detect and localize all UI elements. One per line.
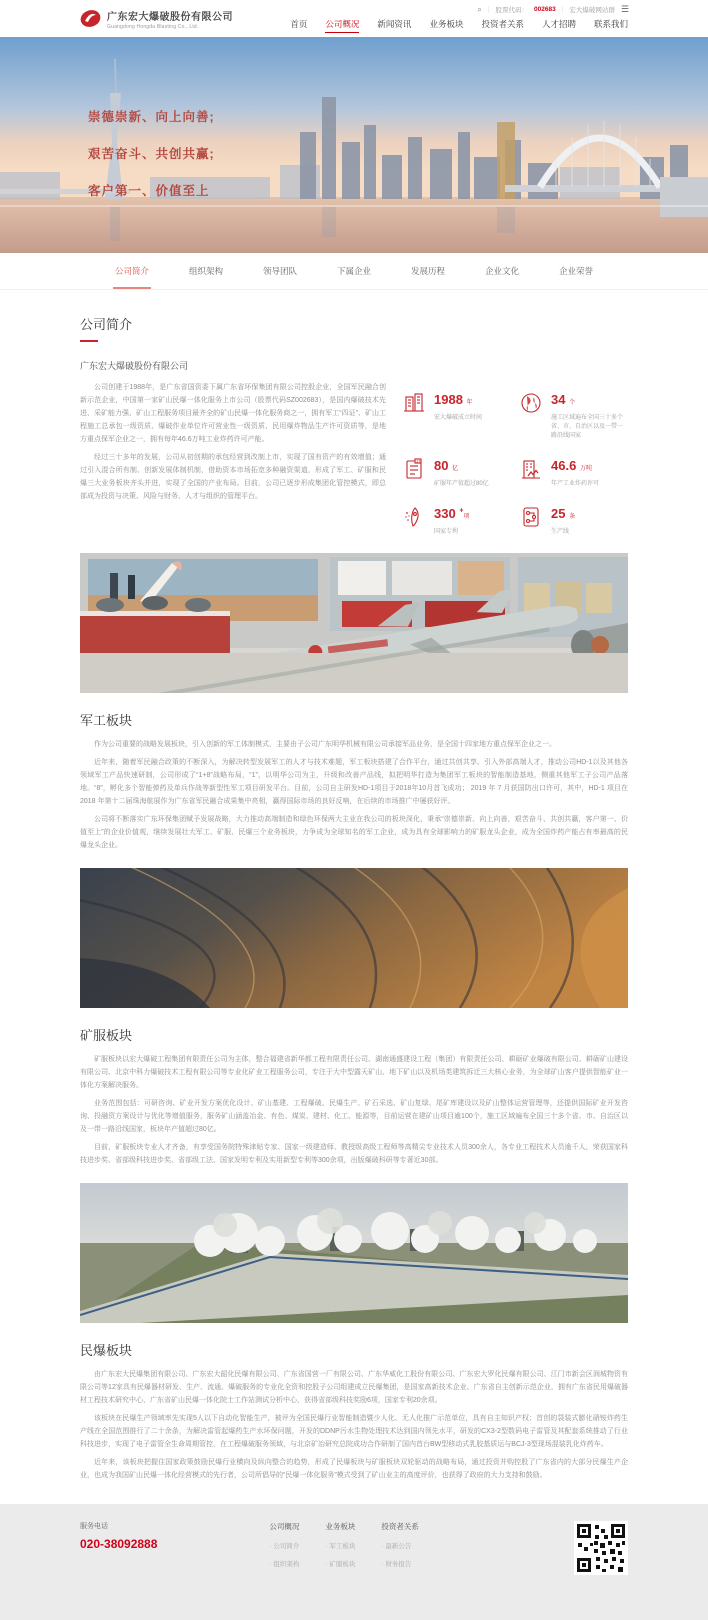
title-rule [80, 340, 98, 342]
section-paragraph: 目前，矿服板块专业人才齐备，有享受国务院特殊津贴专家、国家一级建造师、教授级高级工程师等高精尖专业技术人员300余人，各专业工程技术人员逾千人，荣获国家科技进步奖、省部级科技进步奖、省部级工法、国家发明专利及实用新型专利等300余项，出版爆破科研等专著近30部。 [80, 1144, 628, 1165]
hero-banner [0, 37, 708, 253]
company-name-cn: 广东宏大爆破股份有限公司 [107, 11, 233, 23]
nav-item-careers[interactable]: 人才招聘 [541, 19, 576, 29]
header-topbar [477, 4, 628, 15]
open-pit-mine-photo [80, 868, 628, 1008]
nav-item-contact[interactable]: 联系我们 [593, 19, 628, 29]
globe-icon [519, 391, 543, 441]
intro-paragraph: 经过三十多年的发展，公司从初创期的承包经营到改制上市，实现了国有资产的有效增值；通过引入混合所有制、创新发展体制机制，借助资本市场拓宽多种融资渠道，形成了军工、矿服和民爆三大业务板块齐头并进，实现了全国的产业布局。目前，公司已逐步形成集团化管控模式，即总部成为投资与决策、风险与财务、人才与组织的管理平台。 [80, 454, 386, 500]
footer-link[interactable]: · 矿服板块 [325, 1561, 356, 1569]
section-paragraph: 由广东宏大民爆集团有限公司、广东宏大韶化民爆有限公司、广东省国营一厂有限公司、广东华威化工股份有限公司、广东宏大罗化民爆有限公司、江门市新会区润城物资有限公司等12家具有民爆器材研发、生产、流通、爆破服务的专业化全资和控股子公司组建成立民爆集团，是国家高新技术企业、广东省自主创新示范企业，拥有广东省民用爆破器材工程技术研究中心、广东省矿山民爆一体化院士工作站测试分析中心，获得省部级科技奖励6项，国家专利20余项。 [80, 1371, 628, 1405]
military-exhibit-photo [80, 553, 628, 693]
footer-link[interactable]: · 最新公告 [381, 1543, 412, 1551]
logo-icon [80, 8, 101, 29]
tab-leadership[interactable]: 领导团队 [262, 266, 297, 276]
building-icon [402, 391, 426, 441]
divider: | [561, 6, 564, 13]
report-icon [402, 457, 426, 489]
company-intro-text [80, 381, 386, 537]
tab-company-profile[interactable]: 公司简介 [113, 253, 151, 289]
stat-patents: 330 +项 国家专利 [402, 505, 511, 537]
site-header [0, 0, 708, 37]
slogan-line: 客户第一、价值至上 [88, 184, 210, 198]
footer-link[interactable]: · 组织架构 [269, 1561, 300, 1569]
production-line-icon [519, 505, 543, 537]
section-tabbar [0, 253, 708, 290]
stat-regions: 34 个 施工区域遍布全国三十多个省、市、自治区以及一带一路沿线国家 [519, 391, 628, 441]
intro-paragraph: 公司创建于1988年，是广东省国资委下属广东省环保集团有限公司控股企业，全国军民融合创新示范企业，中国第一家矿山民爆一体化服务上市公司（股票代码SZ002683），是国内爆破技术先进、采矿能力强、矿山工程服务项目最齐全的矿山民爆一体化服务商之一，拥有军工“四证”、矿山工程施工总承包一级资质、爆破作业单位许可营业性一级资质、民用爆炸物品生产许可资质等，是地方重点保军企业之一，拥有每年46.6万吨工业炸药许可产能。 [80, 384, 386, 443]
nav-item-investor[interactable]: 投资者关系 [481, 19, 524, 29]
tab-history[interactable]: 发展历程 [411, 266, 446, 276]
tab-subsidiaries[interactable]: 下属企业 [336, 266, 371, 276]
site-footer [0, 1504, 708, 1620]
stat-mining-output: 17 80 亿 矿服年产值超过80亿 [402, 457, 511, 489]
section-paragraph: 公司将不断落实广东环保集团赋予发展战略，大力推动高端制造和绿色环保两大主业在我公司的板块深化，秉承“崇德崇新、向上向善，艰苦奋斗、共创共赢，客户第一、价值至上”的企业价值观，继续发展壮大军工、矿服、民爆三个业务板块，力争成为全球知名的军工企业，成为具有全球影响力的矿服龙头企业，成为全国炸药产能占有率最高的民爆龙头企业。 [80, 816, 628, 850]
company-full-name: 广东宏大爆破股份有限公司 [80, 361, 189, 371]
footer-links [269, 1521, 419, 1568]
page-title: 公司简介 [80, 317, 133, 332]
section-heading-mining: 矿服板块 [80, 1028, 133, 1044]
stock-code: 002683 [534, 6, 556, 13]
nav-item-news[interactable]: 新闻资讯 [377, 19, 412, 29]
section-mining-services [80, 1025, 628, 1167]
patent-icon [402, 505, 426, 537]
nav-item-home[interactable]: 首页 [290, 19, 308, 29]
phone-label: 服务电话 [80, 1523, 108, 1531]
banner-slogans [88, 99, 215, 210]
section-military [80, 710, 628, 852]
demolition-blasting-photo [80, 1183, 628, 1323]
svg-text:17: 17 [416, 458, 421, 464]
tab-organization[interactable]: 组织架构 [188, 266, 223, 276]
section-paragraph: 近年来，随着军民融合政策的不断深入，为解决转型发展军工的人才与技术难题，军工板块搭建了合作平台，通过共创共享、引入外部高端人才，推动公司HD-1以及其他各领域军工产品快速研制，公司形成了“1+8”战略布局，“1”，以明华公司为主，升级和改善产品线，拟把明华打造为集团军工板块的智能制造基地，侧重其他军工子公司产品落地。“8”，孵化多个智能弹药及单兵作战等新型性军工项目研发平台。目前，公司自主研发HD-1项目于2018年10月首飞成功； 2019 年 7 月获国防出口许可，其中，HD-1 项目在 2018 年第十二届珠海航展作为广东省军民融合成果集中亮相，赢得国际市场的良好反响，在后续的市场推广中屡获好评。 [80, 759, 628, 806]
section-paragraph: 近年来，该板块把握住国家政策鼓励民爆行业横向及纵向整合的趋势，形成了民爆板块与矿服板块双轮驱动的战略布局，通过投资并购控股了广东省内的大部分民爆生产企业，也成为我国矿山民爆一体化经营模式的先行者，公司所倡导的“民爆一体化服务”模式受到了矿山业主的高度评价，也获得了政府的大力支持和鼓励。 [80, 1459, 628, 1480]
stat-explosive-capacity: 46.6 万吨 年产工业炸药许可 [519, 457, 628, 489]
qr-code [574, 1521, 628, 1580]
slogan-line: 艰苦奋斗、共创共赢; [88, 147, 215, 161]
nav-item-business[interactable]: 业务板块 [429, 19, 464, 29]
slogan-line: 崇德崇新、向上向善; [88, 110, 215, 124]
section-heading-military: 军工板块 [80, 713, 133, 729]
company-name-en: Guangdong Hongda Blasting Co., Ltd. [107, 23, 199, 30]
footer-col-investor: 投资者关系 · 最新公告 · 财务报告 [381, 1522, 419, 1569]
site-group-link[interactable]: 宏大爆破网站群 [569, 7, 615, 14]
section-civil-explosives [80, 1340, 628, 1482]
stock-label: 股票代码： [495, 7, 529, 14]
footer-link[interactable]: · 公司简介 [269, 1543, 300, 1551]
divider: | [487, 6, 490, 13]
menu-icon[interactable]: ☰ [620, 4, 628, 14]
section-paragraph: 矿服板块以宏大爆破工程集团有限责任公司为主体，整合福建省新华都工程有限责任公司、湖南通盛建设工程（集团）有限责任公司、耕砺矿业爆破有限公司、耕砺矿山建设有限公司、北京中科力爆破技术工程有限公司等专业化矿业工程服务公司，专注于大中型露天矿山、地下矿山以及机场类建筑拆迁三大核心业务，为全球矿山客户提供智能矿业一体化方案解决服务。 [80, 1056, 628, 1090]
footer-contact [80, 1521, 157, 1551]
nav-item-company[interactable]: 公司概况 [325, 18, 359, 33]
factory-icon [519, 457, 543, 489]
section-paragraph: 业务范围包括：可研咨询、矿业开发方案优化设计、矿山基建、工程爆破、民爆生产、矿石采选、矿山复绿、尾矿库建设以及矿山整体运营管理等，还提供国际矿业开发咨询、投融资方案设计与优化等增值服务，服务矿山涵盖冶金、有色、煤炭、建材、化工、能源等，目前运营在建矿山项目逾100个，施工区域遍布全国三十多个省、市、自治区以及一带一路沿线国家，板块年产值超过80亿。 [80, 1100, 628, 1134]
footer-col-company: 公司概况 · 公司简介 · 组织架构 [269, 1522, 300, 1569]
footer-link[interactable]: · 财务报告 [381, 1561, 412, 1569]
search-icon[interactable]: ⌕ [477, 4, 482, 14]
footer-col-business: 业务板块 · 军工板块 · 矿服板块 [325, 1522, 356, 1569]
footer-link[interactable]: · 军工板块 [325, 1543, 356, 1551]
tab-culture[interactable]: 企业文化 [485, 266, 520, 276]
section-paragraph: 作为公司重要的战略发展板块，引入创新的军工体制模式，主要由子公司广东明华机械有限公司承接军品业务，是全国十四家地方重点保军企业之一。 [94, 741, 556, 749]
stat-founded: 1988 年 宏大爆破成立时间 [402, 391, 511, 441]
section-heading-civil-explosives: 民爆板块 [80, 1343, 133, 1359]
phone-number: 020-38092888 [80, 1537, 158, 1552]
logo[interactable] [80, 8, 233, 30]
main-nav [290, 18, 628, 33]
stat-production-lines: 25 条 生产线 [519, 505, 628, 537]
tab-honors[interactable]: 企业荣誉 [559, 266, 594, 276]
company-stats [402, 381, 628, 537]
section-paragraph: 该板块在民爆生产领域率先实现5人以下自动化智能生产，被评为全国民爆行业智能制造暨少人化、无人化推广示范单位，具有自主知识产权；首创的袋装式膨化硝铵炸药生产线在全国范围推行了二十余条，为解决雷管起爆药生产水环保问题，开发的DDNP污水生物处理技术达到国内领先水平，研发的CX3-2型数码电子雷管及其配套系统推动了行业科技进步，实现了电子雷管全生命周期管控，在工程爆破服务领域，与北京矿冶研究总院成功合作研制了国内首台BW型移动式乳胶基质运与BCJ-3型现场混装乳化炸药车。 [80, 1415, 628, 1449]
